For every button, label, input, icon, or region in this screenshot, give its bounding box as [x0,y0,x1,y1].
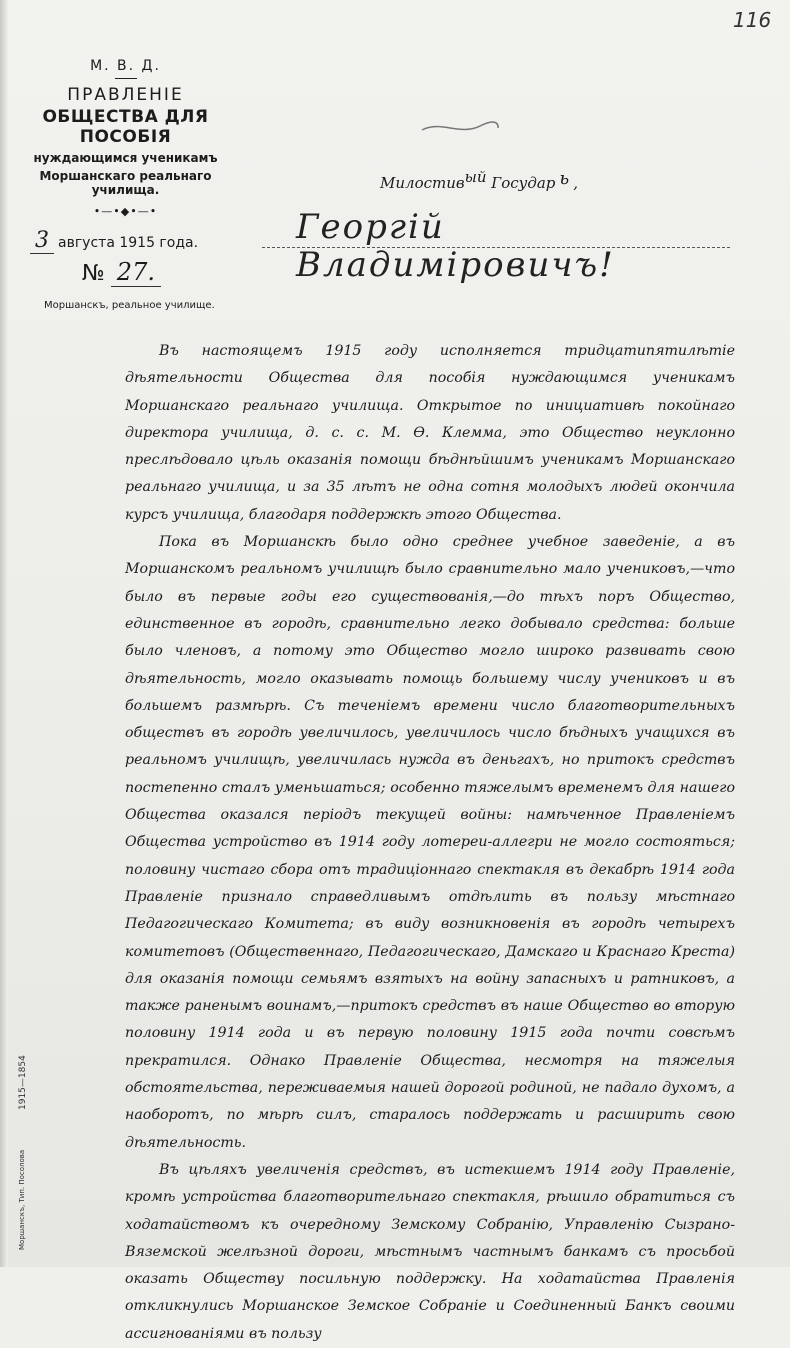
letter-body [125,338,735,1348]
salutation-comma: , [573,174,579,192]
letterhead [18,58,233,222]
side-printer-stamp [14,1050,34,1250]
salutation-printed-1: Милостив [380,174,465,192]
letterhead-rule [115,78,137,79]
body-paragraph: Въ цѣляхъ увеличенія средствъ, въ истекшемъ 1914 году Правленіе, кромѣ устройства благотворительнаго спектакля, рѣшило обратиться съ ходатайствомъ къ очередному Земскому Собранію, Управленію Сызрано-Вяземской желѣзной дороги, мѣстнымъ частнымъ банкамъ съ просьбой оказать Обществу посильную поддержку. На ходатайства Правленія откликнулись Моршанское Земское Собраніе и Соединенный Банкъ своими ассигнованіями въ пользу [125,1161,735,1342]
number-label: № [82,261,105,286]
archive-number: 116 [733,8,772,32]
letterhead-ministry: М. В. Д. [90,58,161,74]
body-paragraph: Пока въ Моршанскѣ было одно среднее учебное заведеніе, а въ Моршанскомъ реальномъ училищѣ было сравнительно мало учениковъ,—что было въ первые годы его существованія,—до тѣхъ поръ Общество, единственное въ городѣ, сравнительно легко добывало средства: больше было членовъ, а потому это Общество могло широко развивать свою дѣятельность, могло оказывать помощь большему числу учениковъ и въ большемъ размѣрѣ. Съ теченіемъ времени число благотворительныхъ обществъ въ городѣ увеличилось, увеличилось число бѣдныхъ учащихся въ реальномъ училищѣ, увеличилась нужда въ деньгахъ, но притокъ средствъ постепенно сталъ уменьшаться; особенно тяжелымъ временемъ для нашего Общества оказался періодъ текущей войны: намѣченное Правленіемъ Общества устройство въ 1914 году лотереи-аллегри не могло состояться; половину чистаго сбора отъ традиціоннаго спектакля въ декабрѣ 1914 года Правленіе признало справедливымъ отдѣлить въ пользу мѣстнаго Педагогическаго Комитета; въ виду возникновенія въ городѣ четырехъ комитетовъ (Общественнаго, Педагогическаго, Дамскаго и Краснаго Креста) для оказанія помощи семьямъ взятыхъ на войну запасныхъ и ратниковъ, а также раненымъ воинамъ,—притокъ средствъ въ наше Общество во вторую половину 1914 года и въ первую половину 1915 года почти совсѣмъ прекратился. Однако Правленіе Общества, несмотря на тяжелыя обстоятельства, переживаемыя нашей дорогой родиной, не падало духомъ, а наоборотъ, по мѣрѣ силъ, старалось поддержать и расширить свою дѣятельность. [125,534,735,1151]
letterhead-ornament: •—•◆•—• [93,205,158,218]
letterhead-title: ПРАВЛЕНІЕ [67,85,184,105]
letterhead-society: ОБЩЕСТВА ДЛЯ ПОСОБІЯ [42,107,209,147]
scan-edge-shadow [0,0,8,1267]
document-number [82,258,161,287]
letterhead-students: нуждающимся ученикамъ [33,151,218,165]
body-paragraph: Въ настоящемъ 1915 году исполняется тридцатипятилѣтіе дѣятельности Общества для пособія нуждающимся ученикамъ Моршанскаго реальнаго училища. Открытое по инициативѣ покойнаго директора училища, д. с. с. М. Ѳ. Клемма, это Общество неуклонно преслѣдовало цѣль оказанія помощи бѣднѣйшимъ ученикамъ Моршанскаго реальнаго училища, и за 35 лѣтъ не одна сотня молодыхъ людей окончила курсъ училища, благодаря поддержкѣ этого Общества. [125,343,735,523]
stamp-years: 1915—1854 [18,1055,28,1110]
stamp-printer: Моршанскъ, Тип. Посолова [18,1149,26,1250]
letterhead-school: Моршанскаго реальнаго училища. [39,169,212,197]
salutation-line [380,168,579,193]
city-line: Моршанскъ, реальное училище. [44,300,215,311]
addressee-name: Георгій Владиміровичъ! [262,208,730,248]
date-day: 3 [30,228,54,254]
date-line [30,228,240,254]
salutation-hand-2: ь [559,168,570,189]
number-value: 27. [111,258,161,287]
salutation-hand-1: ый [464,168,487,186]
date-printed: августа 1915 года. [58,235,199,251]
salutation-printed-2: Государ [491,174,556,192]
decorative-swirl [420,118,500,138]
